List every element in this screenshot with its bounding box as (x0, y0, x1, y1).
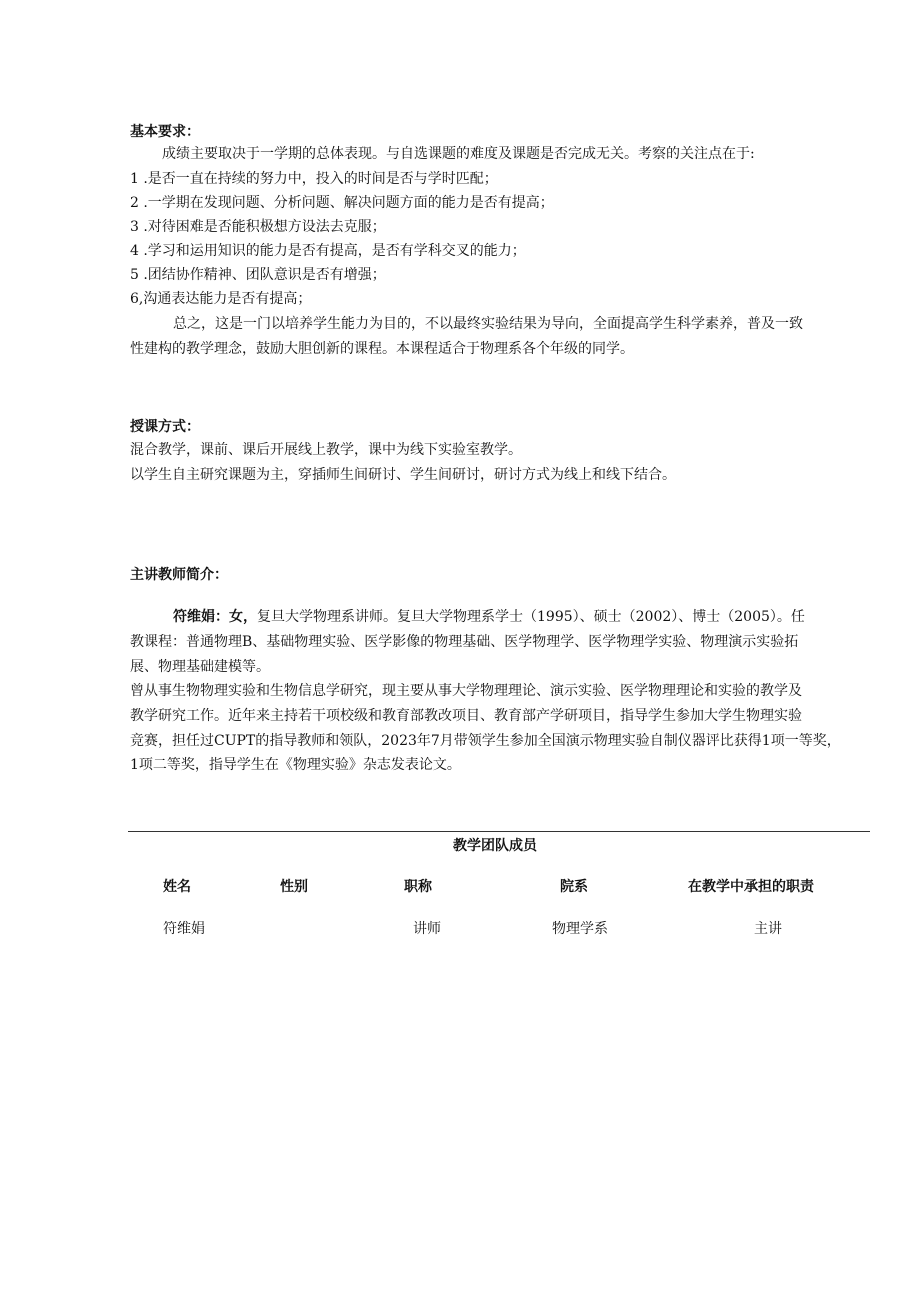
requirements-heading: 基本要求： (130, 124, 200, 140)
requirements-intro: 成绩主要取决于一学期的总体表现。与自选课题的难度及课题是否完成无关。考察的关注点在于: (162, 146, 755, 162)
table-cell-duty: 主讲 (754, 921, 782, 937)
teacher-intro-text: 复旦大学物理系讲师。复旦大学物理系学士（1995）、硕士（2002）、博士（2005）。任 (257, 609, 805, 625)
requirement-item: 6,沟通表达能力是否有提高； (130, 291, 312, 307)
table-header-duty: 在教学中承担的职责 (688, 879, 814, 895)
teaching-mode-heading: 授课方式： (130, 419, 200, 435)
teaching-mode-line: 以学生自主研究课题为主，穿插师生间研讨、学生间研讨，研讨方式为线上和线下结合。 (130, 467, 676, 483)
table-cell-department: 物理学系 (552, 921, 608, 937)
requirement-item: 1 .是否一直在持续的努力中，投入的时间是否与学时匹配； (130, 171, 498, 187)
teacher-intro-line: 曾从事生物物理实验和生物信息学研究，现主要从事大学物理理论、演示实验、医学物理理论和实验的教学及 (130, 683, 802, 699)
table-cell-name: 符维娟 (163, 921, 205, 937)
table-cell-title: 讲师 (413, 921, 441, 937)
requirement-item: 5 .团结协作精神、团队意识是否有增强； (130, 267, 386, 283)
teacher-intro-line: 教学研究工作。近年来主持若干项校级和教育部教改项目、教育部产学研项目，指导学生参加大学生物理实验 (130, 708, 802, 724)
teacher-intro-line: 1项二等奖，指导学生在《物理实验》杂志发表论文。 (130, 757, 461, 773)
table-header-title: 职称 (404, 879, 432, 895)
table-top-rule (128, 831, 870, 832)
summary-line: 总之，这是一门以培养学生能力为目的，不以最终实验结果为导向，全面提高学生科学素养，普及一致 (173, 316, 803, 332)
table-header-gender: 性别 (280, 879, 308, 895)
summary-line: 性建构的教学理念，鼓励大胆创新的课程。本课程适合于物理系各个年级的同学。 (130, 341, 634, 357)
table-header-department: 院系 (560, 879, 588, 895)
teacher-intro-line: 教课程：普通物理B、基础物理实验、医学影像的物理基础、医学物理学、医学物理学实验、物理演示实验拓 (130, 634, 799, 650)
teacher-intro-line: 竞赛，担任过CUPT的指导教师和领队，2023年7月带领学生参加全国演示物理实验自制仪器评比获得1项一等奖， (130, 733, 841, 749)
requirement-item: 4 .学习和运用知识的能力是否有提高，是否有学科交叉的能力； (130, 243, 526, 259)
teacher-intro-line (173, 606, 805, 629)
requirement-item: 3 .对待困难是否能积极想方设法去克服； (130, 219, 386, 235)
requirement-item: 2 .一学期在发现问题、分析问题、解决问题方面的能力是否有提高； (130, 195, 554, 211)
teacher-intro-heading: 主讲教师简介： (130, 567, 228, 583)
teacher-name-label: 符维娟：女， (173, 609, 257, 625)
teacher-intro-line: 展、物理基础建模等。 (130, 659, 270, 675)
team-title: 教学团队成员 (453, 838, 537, 854)
teaching-mode-line: 混合教学，课前、课后开展线上教学，课中为线下实验室教学。 (130, 442, 522, 458)
table-header-name: 姓名 (163, 879, 191, 895)
